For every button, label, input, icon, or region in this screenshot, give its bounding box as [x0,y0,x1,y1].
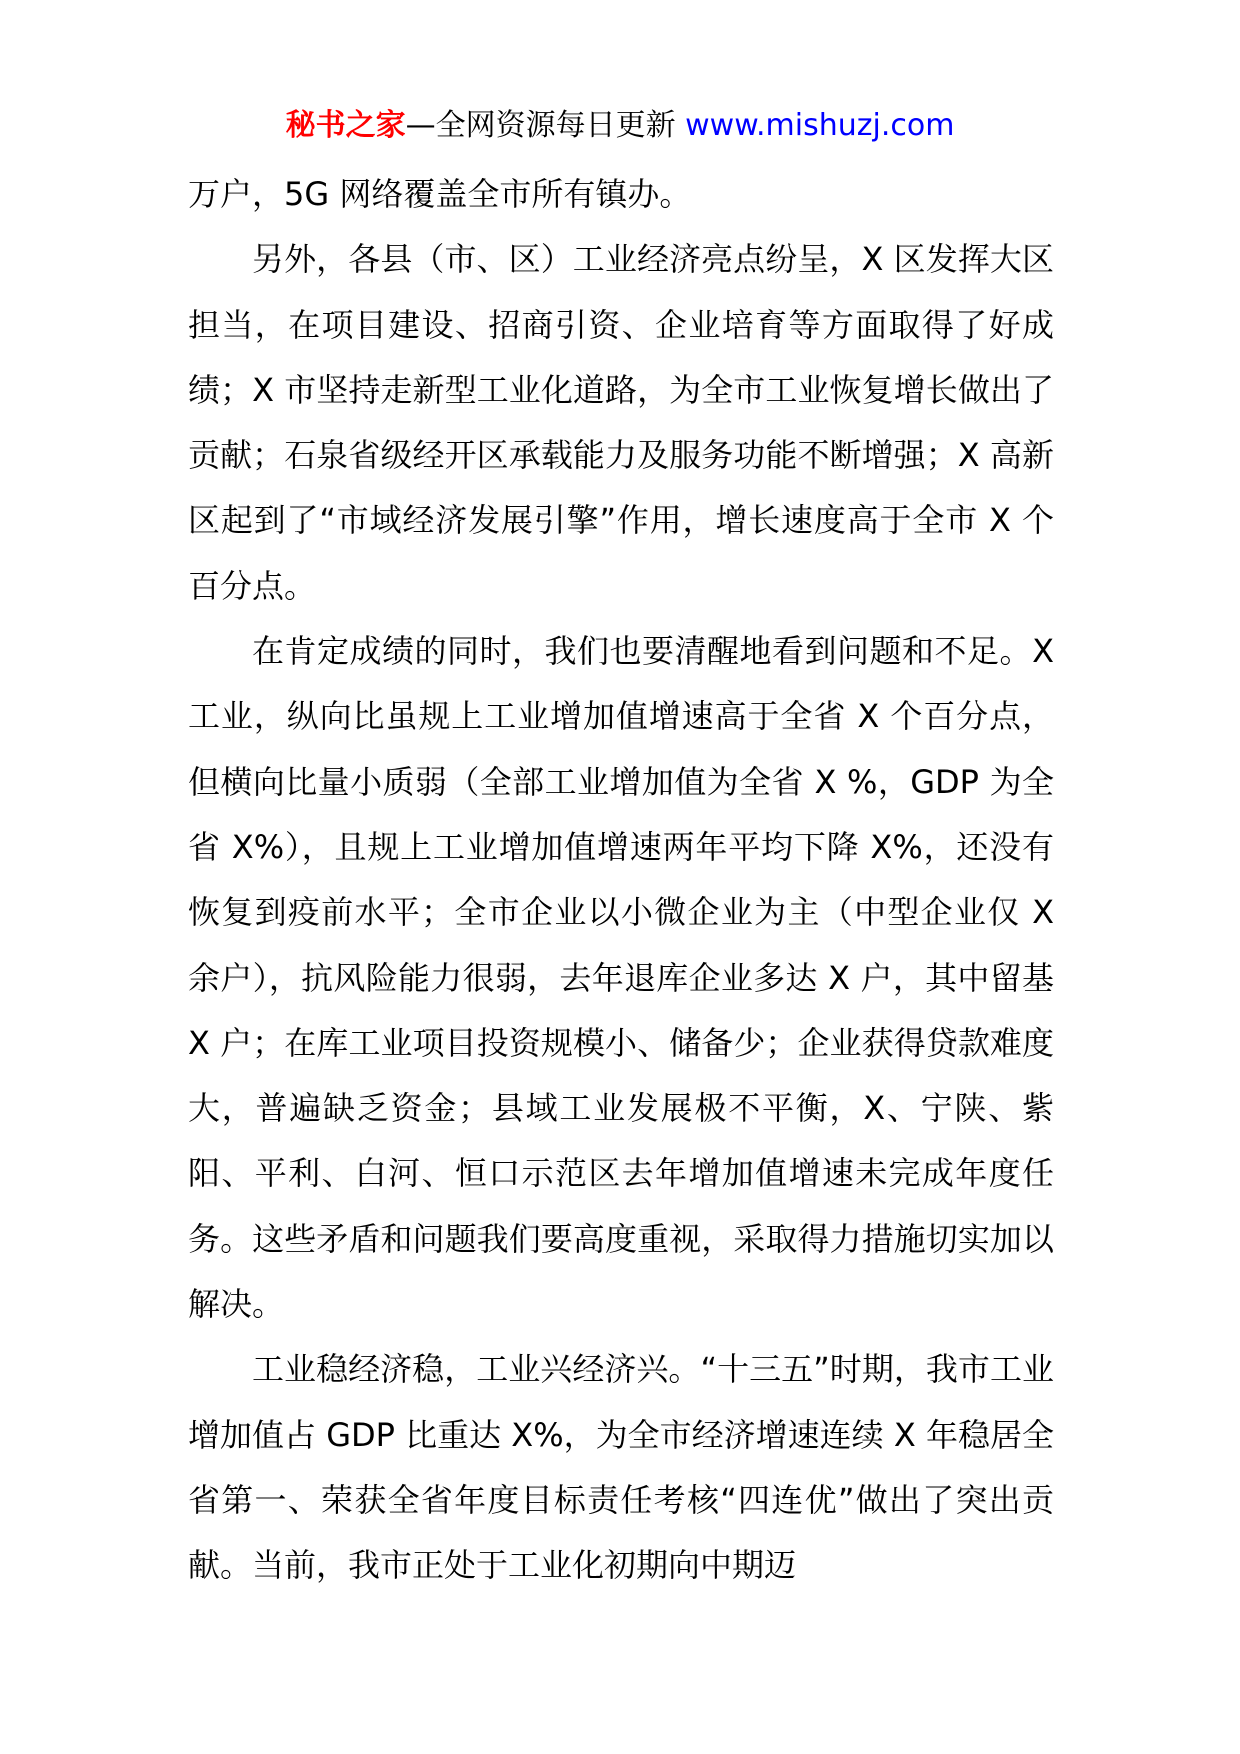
header-tagline: —全网资源每日更新 [405,108,676,143]
brand-name: 秘书之家 [285,108,406,143]
paragraph: 在肯定成绩的同时，我们也要清醒地看到问题和不足。X 工业，纵向比虽规上工业增加值增速高于全省 X 个百分点，但横向比量小质弱（全部工业增加值为全省 X %，GDP 为全省 X%），且规上工业增加值增速两年平均下降 X%，还没有恢复到疫前水平；全市企业以小微企业为主（中型企业仅 X 余户），抗风险能力很弱，去年退库企业多达 X 户，其中留基 X 户；在库工业项目投资规模小、储备少；企业获得贷款难度大，普遍缺乏资金；县域工业发展极不平衡，X、宁陕、紫阳、平利、白河、恒口示范区去年增加值增速未完成年度任务。这些矛盾和问题我们要高度重视，采取得力措施切实加以解决。 [188,632,1054,1324]
paragraph-continuation: 万户，5G 网络覆盖全市所有镇办。 [188,175,692,213]
document-body [188,162,1054,1599]
paragraph: 工业稳经济稳，工业兴经济兴。“十三五”时期，我市工业增加值占 GDP 比重达 X%，为全市经济增速连续 X 年稳居全省第一、荣获全省年度目标责任考核“四连优”做出了突出贡献。当前，我市正处于工业化初期向中期迈 [188,1350,1054,1585]
site-url-link[interactable]: www.mishuzj.com [685,108,955,143]
paragraph: 另外，各县（市、区）工业经济亮点纷呈，X 区发挥大区担当，在项目建设、招商引资、企业培育等方面取得了好成绩；X 市坚持走新型工业化道路，为全市工业恢复增长做出了贡献；石泉省级经开区承载能力及服务功能不断增强；X 高新区起到了“市域经济发展引擎”作用，增长速度高于全市 X 个百分点。 [188,240,1054,605]
watermark-header [0,104,1240,148]
